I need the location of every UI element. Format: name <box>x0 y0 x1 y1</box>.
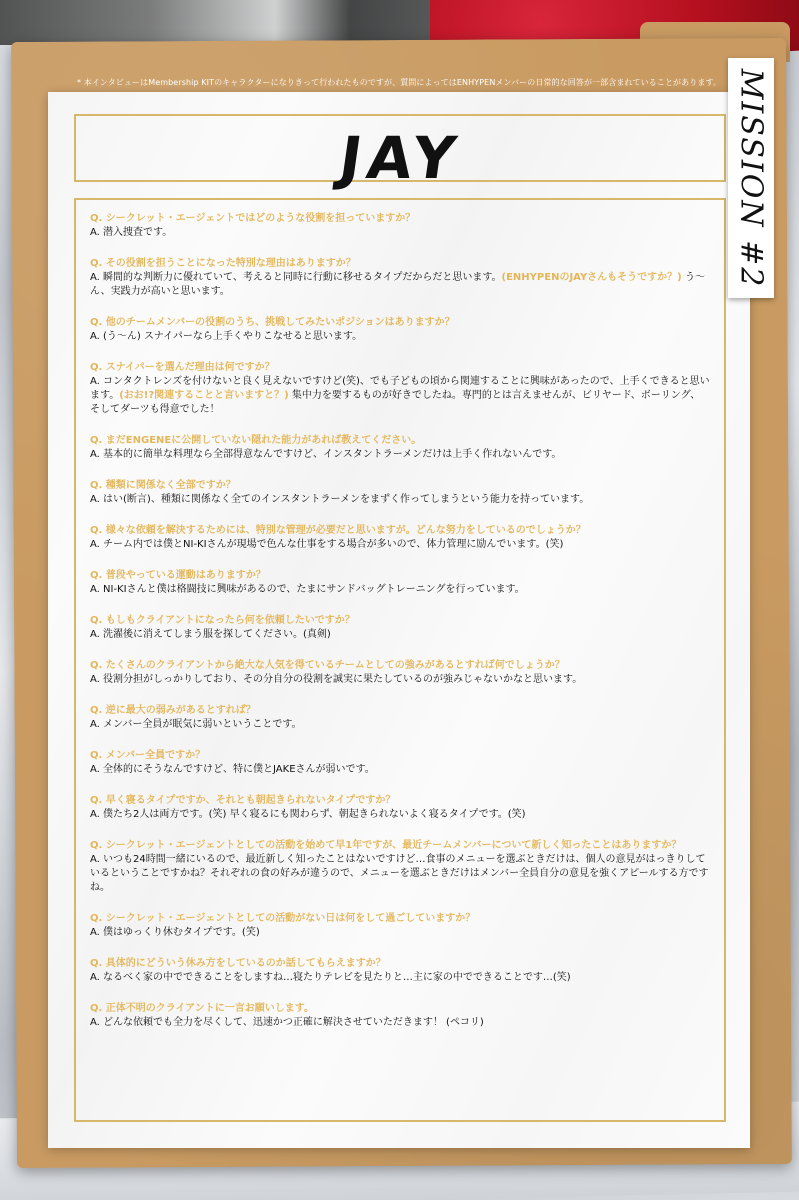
qa-item <box>90 749 710 777</box>
answer <box>90 853 710 895</box>
answer <box>90 448 710 462</box>
mission-label <box>728 58 774 298</box>
qa-list <box>74 198 726 1122</box>
answer <box>90 763 710 777</box>
qa-item <box>90 524 710 552</box>
question: Q. その役割を担うことになった特別な理由はありますか？ <box>90 258 356 269</box>
question: Q. シークレット・エージェントとしての活動がない日は何をして過ごしていますか？ <box>90 913 476 924</box>
qa-item <box>90 257 710 299</box>
answer <box>90 718 710 732</box>
question: Q. たくさんのクライアントから絶大な人気を得ているチームとしての強みがあるとすれば何でしょうか？ <box>90 660 565 671</box>
question: Q. シークレット・エージェントとしての活動を始めて早1年ですが、最近チームメンバーについて新しく知ったことはありますか？ <box>90 840 682 851</box>
qa-item <box>90 912 710 940</box>
answer <box>90 673 710 687</box>
page-title: JAY <box>334 124 466 192</box>
answer <box>90 330 710 344</box>
answer-text: A. 潜入捜査です。 <box>90 227 173 238</box>
answer-text: A. 基本的に簡単な料理なら全部得意なんですけど、インスタントラーメンだけは上手く作れないんです。 <box>90 449 562 460</box>
answer <box>90 971 710 985</box>
question: Q. 早く寝るタイプですか、それとも朝起きられないタイプですか？ <box>90 795 396 806</box>
answer <box>90 493 710 507</box>
answer-text: A. なるべく家の中でできることをしますね…寝たりテレビを見たりと…主に家の中でできることです…(笑) <box>90 972 571 983</box>
qa-item <box>90 479 710 507</box>
qa-item <box>90 704 710 732</box>
qa-item <box>90 794 710 822</box>
answer <box>90 808 710 822</box>
answer-text: A. 僕はゆっくり休むタイプです。(笑) <box>90 927 260 938</box>
question: Q. 他のチームメンバーの役割のうち、挑戦してみたいポジションはありますか？ <box>90 317 455 328</box>
mission-label-text: MISSION #2 <box>733 68 769 288</box>
qa-item <box>90 569 710 597</box>
question: Q. 正体不明のクライアントに一言お願いします。 <box>90 1003 314 1014</box>
question: Q. 様々な依頼を解決するためには、特別な管理が必要だと思いますが。どんな努力をしているのでしょうか？ <box>90 525 586 536</box>
question: Q. 普段やっている運動はありますか？ <box>90 570 266 581</box>
answer <box>90 926 710 940</box>
answer-text: A. 全体的にそうなんですけど、特に僕とJAKEさんが弱いです。 <box>90 764 375 775</box>
answer-text: A. メンバー全員が眠気に弱いということです。 <box>90 719 302 730</box>
background-collage-top <box>0 0 500 45</box>
question: Q. シークレット・エージェントではどのような役割を担っていますか？ <box>90 213 416 224</box>
answer-text: A. NI-KIさんと僕は格闘技に興味があるので、たまにサンドバッグトレーニングを行っています。 <box>90 584 525 595</box>
qa-item <box>90 434 710 462</box>
answer <box>90 538 710 552</box>
answer-text: A. コンタクトレンズを付けないと良く見えないですけど(笑)、でも子どもの頃から関連することに興味があったので、上手くできると思います。 <box>90 376 710 401</box>
answer <box>90 271 710 299</box>
answer-text: A. チーム内では僕とNI-KIさんが現場で色んな仕事をする場合が多いので、体力管理に励んでいます。(笑) <box>90 539 564 550</box>
question: Q. 具体的にどういう休み方をしているのか話してもらえますか？ <box>90 958 386 969</box>
qa-item <box>90 614 710 642</box>
question: Q. まだENGENEに公開していない隠れた能力があれば教えてください。 <box>90 435 422 446</box>
answer-text: 集中力を要するものが好きでしたね。専門的とは言えませんが、ビリヤード、ボーリング、そしてダーツも得意でした！ <box>90 390 701 415</box>
answer <box>90 1016 710 1030</box>
question: Q. もしもクライアントになったら何を依頼したいですか？ <box>90 615 355 626</box>
answer-text: A. 洗濯後に消えてしまう服を探してください。(真剣) <box>90 629 331 640</box>
answer-text: A. (う〜ん) スナイパーなら上手くやりこなせると思います。 <box>90 331 363 342</box>
qa-item <box>90 316 710 344</box>
answer-text: A. はい(断言)、種類に関係なく全てのインスタントラーメンをまずく作ってしまうという能力を持っています。 <box>90 494 590 505</box>
answer <box>90 628 710 642</box>
answer <box>90 375 710 417</box>
question: Q. 逆に最大の弱みがあるとすれば？ <box>90 705 256 716</box>
answer-text: う〜ん、実践力が高いと思います。 <box>90 272 705 297</box>
qa-item <box>90 659 710 687</box>
answer-text: A. どんな依頼でも全力を尽くして、迅速かつ正確に解決させていただきます！ (ペコリ) <box>90 1017 484 1028</box>
qa-item <box>90 839 710 895</box>
answer-text: A. 瞬間的な判断力に優れていて、考えると同時に行動に移せるタイプだからだと思います。 <box>90 272 502 283</box>
interview-sheet <box>48 92 750 1148</box>
qa-item <box>90 1002 710 1030</box>
answer-text: A. 役割分担がしっかりしており、その分自分の役割を誠実に果たしているのが強みじゃないかなと思います。 <box>90 674 583 685</box>
qa-item <box>90 957 710 985</box>
interviewer-aside: (おお!?関連することと言いますと？) <box>119 390 289 401</box>
interviewer-aside: (ENHYPENのJAYさんもそうですか？) <box>501 272 682 283</box>
qa-item <box>90 361 710 417</box>
question: Q. 種類に関係なく全部ですか？ <box>90 480 236 491</box>
answer-text: A. いつも24時間一緒にいるので、最近新しく知ったことはないですけど…食事のメニューを選ぶときだけは、個人の意見がはっきりしているということですかね？それぞれの食の好みが違うので、メニューを選ぶときだけはメンバー全員自分の意見を強くアピールする方ですね。 <box>90 854 709 893</box>
question: Q. スナイパーを選んだ理由は何ですか？ <box>90 362 275 373</box>
answer-text: A. 僕たち2人は両方です。(笑) 早く寝るにも関わらず、朝起きられないよく寝るタイプです。(笑) <box>90 809 526 820</box>
disclaimer-note: * 本インタビューはMembership KITのキャラクターになりきって行われたものですが、質問によってはENHYPENメンバーの日常的な回答が一部含まれていることがあります。 <box>76 78 722 87</box>
qa-item <box>90 212 710 240</box>
answer <box>90 583 710 597</box>
answer <box>90 226 710 240</box>
title-frame <box>74 114 726 192</box>
question: Q. メンバー全員ですか？ <box>90 750 206 761</box>
